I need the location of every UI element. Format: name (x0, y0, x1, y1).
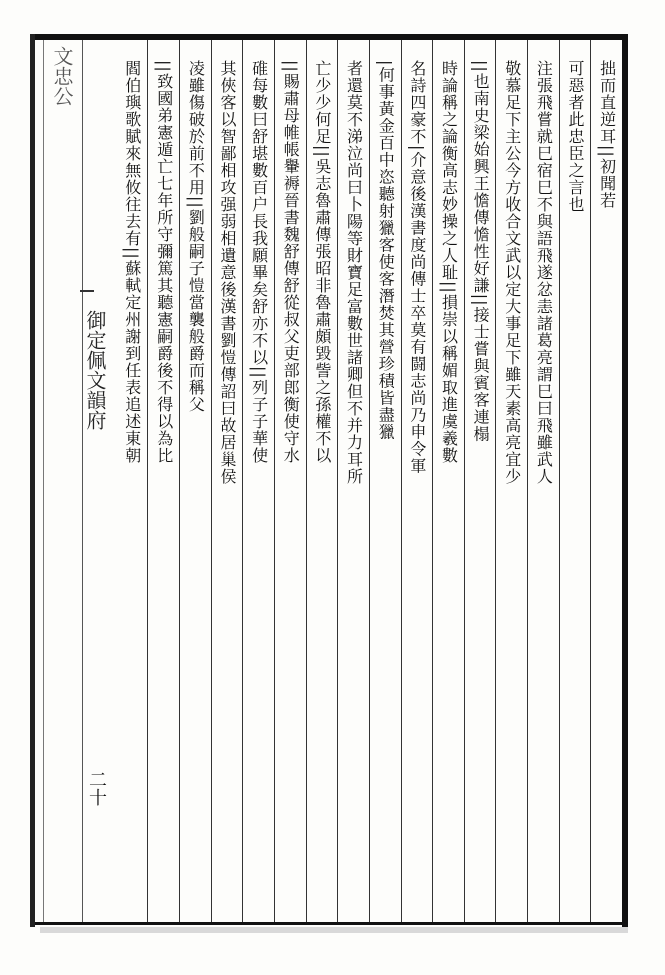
column-text: 時論稱之論衡高志妙操之人耻||損崇以稱媚取進虞羲數 (439, 60, 459, 464)
column-text: 拙而直逆耳||初聞若 (597, 60, 617, 209)
column-text: ||也南史梁始興王憺傳憺性好謙||接士嘗與賓客連榻 (471, 60, 491, 443)
column-text: 注張飛嘗就巳宿巳不與語飛遂忿恚諸葛亮謂巳曰飛雖武人 (534, 60, 554, 485)
column-text: 閻伯璵歌賦來無攸往去有||蘇軾定州謝到任表追述東朝 (122, 60, 142, 464)
text-column (559, 40, 591, 922)
text-column (464, 40, 496, 922)
text-column (369, 40, 401, 922)
column-text: 者還莫不涕泣尚曰卜陽等財寶足富數世諸卿但不并力耳所 (344, 60, 364, 485)
column-text: 敬慕足下主公今方收合文武以定大事足下雖天素高亮宜少 (502, 60, 522, 485)
text-column (242, 40, 274, 922)
text-column (337, 40, 369, 922)
book-title: 御定佩文韻府 (83, 310, 107, 430)
text-column (274, 40, 306, 922)
column-text: ||賜肅母帷帳轝褥晉書魏舒傳舒從叔父吏部郎衡使守水 (281, 60, 301, 464)
page-shadow (40, 927, 628, 933)
column-text: 可惡者此忠臣之言也 (566, 60, 586, 213)
column-text: 其俠客以智鄙相攻强弱相遺意後漢書劉愷傳詔曰故居巢侯 (217, 60, 237, 485)
margin-bracket (80, 290, 94, 298)
margin-fragment: 文忠公 (50, 46, 74, 106)
text-column (147, 40, 179, 922)
text-column (211, 40, 243, 922)
column-text: |何事黃金百中恣聽射獵客使客潛焚其營珍積皆盡獵 (376, 60, 396, 441)
page-frame-right (622, 34, 628, 927)
text-column (306, 40, 338, 922)
text-column (116, 40, 147, 922)
text-columns (116, 40, 622, 922)
column-text: 名詩四豪不|介意後漢書度尚傳士卒莫有闘志尚乃申令軍 (407, 60, 427, 475)
spine-line (43, 40, 44, 922)
column-text: 碓每數曰舒堪數百户長我願畢矣舒亦不以||列子子華使 (249, 60, 269, 464)
text-column (527, 40, 559, 922)
page-frame-bottom (30, 922, 628, 925)
text-column (495, 40, 527, 922)
text-column (590, 40, 622, 922)
column-text: ||致國弟憲遁亡七年所守彌篤其聽憲嗣爵後不得以為比 (154, 60, 174, 464)
text-column (432, 40, 464, 922)
text-column (401, 40, 433, 922)
column-text: 亡少少何足||吳志魯肅傳張昭非魯肅頗毀訾之孫權不以 (312, 60, 332, 464)
folio-number: 二十 (86, 770, 107, 806)
margin-rule (82, 40, 83, 922)
text-column (179, 40, 211, 922)
column-text: 凌雖傷破於前不用||劉般嗣子愷當襲般爵而稱父 (186, 60, 206, 413)
